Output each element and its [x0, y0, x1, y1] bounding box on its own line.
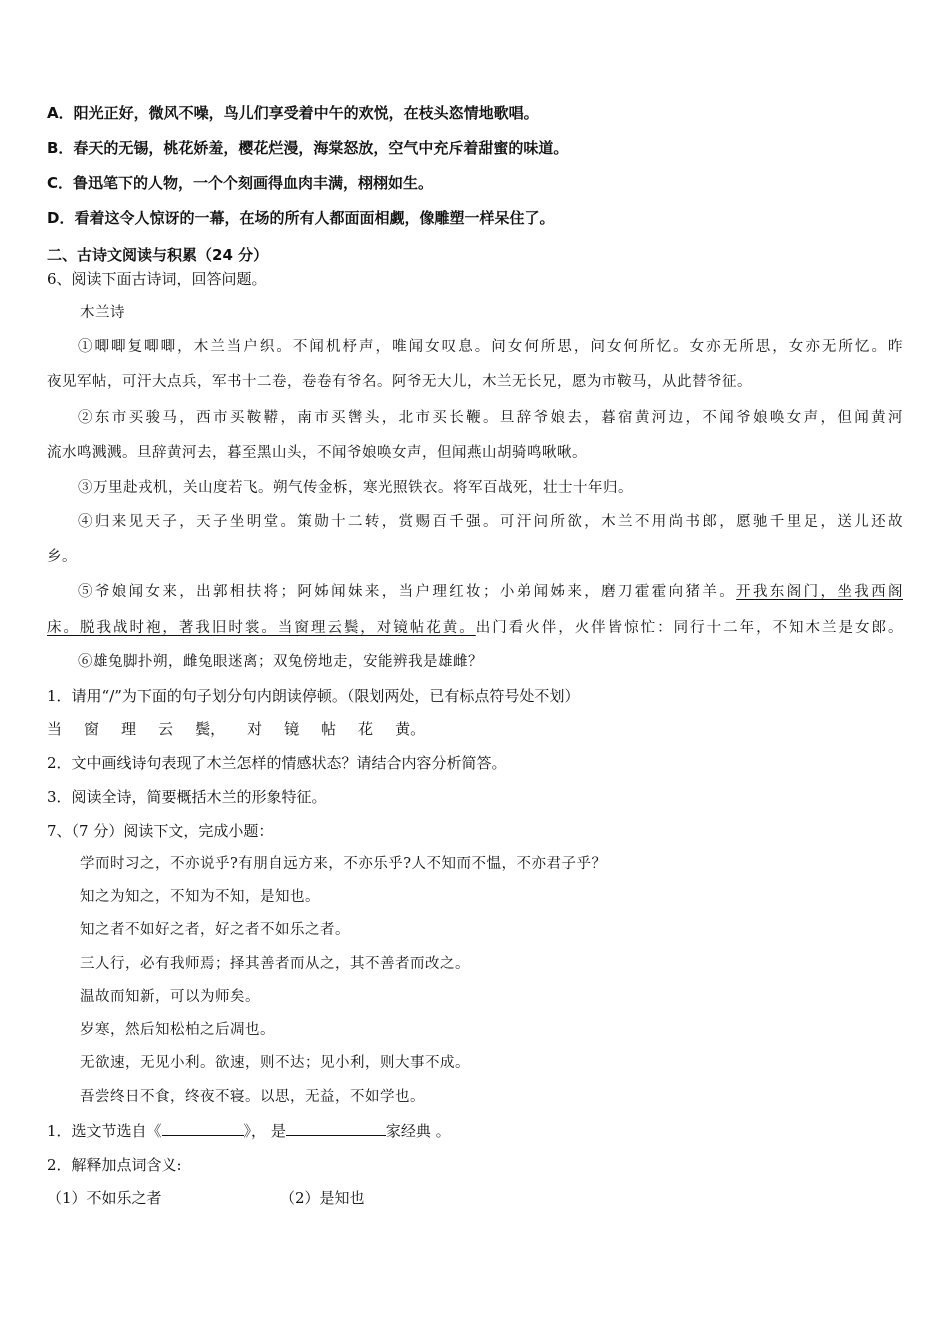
poem-p2-line2: 流水鸣溅溅。旦辞黄河去，暮至黑山头，不闻爷娘唤女声，但闻燕山胡骑鸣啾啾。 [47, 445, 587, 461]
poem-p5-text-a: ⑤爷娘闻女来，出郭相扶将；阿姊闻妹来，当户理红妆；小弟闻姊来，磨刀霍霍向猪羊。 [78, 584, 737, 600]
q6-sub1-sentence [47, 719, 903, 739]
q7-sub1-text-b: 》， 是 [243, 1122, 286, 1140]
poem-p5-text-b: 出门看火伴，火伴皆惊忙：同行十二年，不知木兰是女郎。 [475, 620, 904, 636]
q7-sub2: 2．解释加点词含义: [47, 1156, 182, 1174]
q7-sub2-item-2: （2）是知也 [280, 1189, 365, 1207]
sentence-char: 窗 [84, 720, 100, 738]
poem-p5-line1 [78, 582, 903, 602]
q7-text-line: 无欲速，无见小利。欲速，则不达；见小利，则大事不成。 [80, 1055, 470, 1071]
q7-prompt: 7、（7 分）阅读下文，完成小题： [47, 822, 274, 840]
q6-prompt: 6、阅读下面古诗词，回答问题。 [47, 270, 267, 288]
book-title-blank[interactable] [162, 1121, 244, 1136]
poem-title: 木兰诗 [80, 305, 125, 321]
q7-text-line: 吾尝终日不食，终夜不寝。以思，无益，不如学也。 [80, 1089, 425, 1105]
sentence-char: 花 [358, 720, 374, 738]
sentence-char: 镜 [284, 720, 300, 738]
q7-text-line: 三人行，必有我师焉；择其善者而从之，其不善者而改之。 [80, 956, 470, 972]
sentence-char: 鬓， [195, 720, 226, 738]
q7-text-line: 温故而知新，可以为师矣。 [80, 989, 260, 1005]
poem-p1-line2: 夜见军帖，可汗大点兵，军书十二卷，卷卷有爷名。阿爷无大儿，木兰无长兄，愿为市鞍马，从此替爷征。 [47, 374, 752, 390]
q7-sub1 [47, 1121, 903, 1141]
sentence-char: 黄。 [395, 720, 426, 738]
poem-p3: ③万里赴戎机，关山度若飞。朔气传金柝，寒光照铁衣。将军百战死，壮士十年归。 [78, 480, 633, 496]
q6-sub3: 3．阅读全诗，简要概括木兰的形象特征。 [47, 788, 327, 806]
q7-sub2-items [47, 1188, 903, 1208]
poem-p4-line1: ④归来见天子，天子坐明堂。策勋十二转，赏赐百千强。可汗问所欲，木兰不用尚书郎，愿驰千里足，送儿还故 [78, 514, 903, 530]
poem-p4-line2: 乡。 [47, 549, 77, 565]
poem-p6: ⑥雄兔脚扑朔，雌兔眼迷离；双兔傍地走，安能辨我是雄雌？ [78, 654, 483, 670]
q7-text-line: 知之者不如好之者，好之者不如乐之者。 [80, 922, 350, 938]
q6-sub2: 2．文中画线诗句表现了木兰怎样的情感状态？请结合内容分析简答。 [47, 754, 507, 772]
sentence-char: 当 [47, 720, 63, 738]
q7-sub2-item-1: （1）不如乐之者 [47, 1189, 162, 1207]
q6-sub1: 1．请用“/”为下面的句子划分句内朗读停顿。（限划两处，已有标点符号处不划） [47, 687, 580, 705]
sentence-char: 云 [158, 720, 174, 738]
section-title: 二、古诗文阅读与积累（24 分） [47, 246, 269, 264]
q7-sub1-text-a: 1．选文节选自《 [47, 1122, 162, 1140]
underlined-verse-1: 开我东阁门，坐我西阁 [736, 584, 903, 600]
underlined-verse-2: 床。脱我战时袍，著我旧时裳。当窗理云鬓，对镜帖花黄。 [47, 620, 476, 636]
poem-p2-line1: ②东市买骏马，西市买鞍鞯，南市买辔头，北市买长鞭。旦辞爷娘去，暮宿黄河边，不闻爷娘唤女声，但闻黄河 [78, 410, 903, 426]
q7-text-line: 岁寒，然后知松柏之后凋也。 [80, 1022, 275, 1038]
q7-sub1-text-c: 家经典 。 [385, 1122, 451, 1140]
option-c: C．鲁迅笔下的人物，一个个刻画得血肉丰满，栩栩如生。 [47, 174, 434, 192]
school-blank[interactable] [286, 1121, 386, 1136]
sentence-char: 对 [247, 720, 263, 738]
option-a: A．阳光正好，微风不噪，鸟儿们享受着中午的欢悦，在枝头恣情地歌唱。 [47, 104, 539, 122]
option-d: D．看着这令人惊讶的一幕，在场的所有人都面面相觑，像雕塑一样呆住了。 [47, 209, 555, 227]
sentence-char: 理 [121, 720, 137, 738]
sentence-char: 帖 [321, 720, 337, 738]
q7-text-line: 学而时习之，不亦说乎?有朋自远方来，不亦乐乎?人不知而不愠，不亦君子乎？ [80, 856, 607, 872]
poem-p1-line1: ①唧唧复唧唧，木兰当户织。不闻机杼声，唯闻女叹息。问女何所思，问女何所忆。女亦无所思，女亦无所忆。昨 [78, 339, 903, 355]
q7-text-line: 知之为知之，不知为不知，是知也。 [80, 889, 320, 905]
poem-p5-line2 [47, 618, 903, 638]
option-b: B．春天的无锡，桃花娇羞，樱花烂漫，海棠怒放，空气中充斥着甜蜜的味道。 [47, 139, 569, 157]
